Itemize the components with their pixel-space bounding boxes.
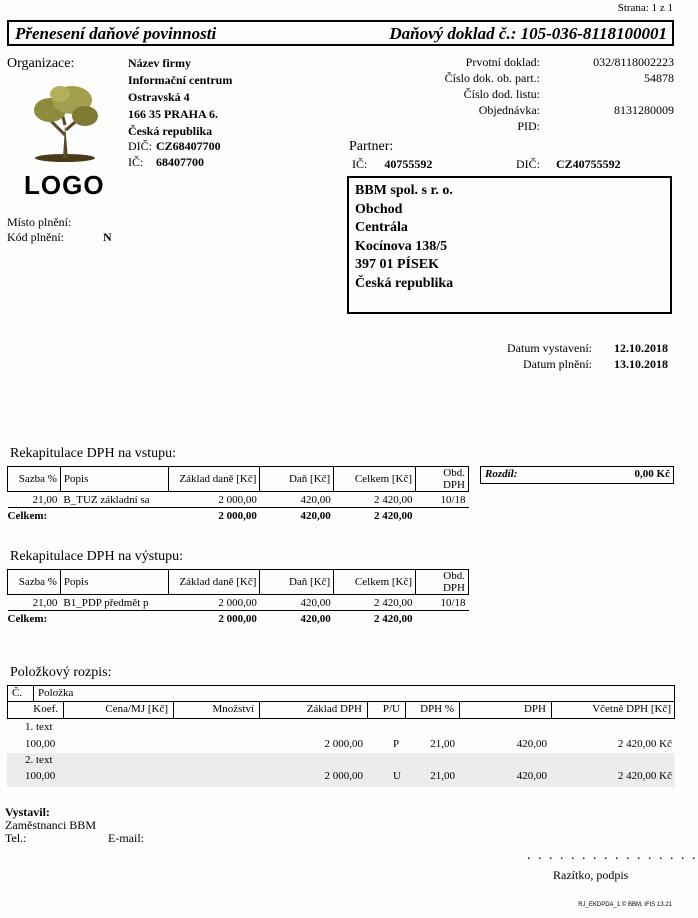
partner-ic-label: IČ: — [352, 157, 368, 171]
table-row — [8, 595, 469, 611]
docinfo-value: 54878 — [644, 71, 674, 85]
email-label: E-mail: — [108, 831, 144, 845]
difference-label: Rozdíl: — [485, 468, 518, 480]
partner-dic-value: CZ40755592 — [556, 157, 621, 171]
col-zaklad: Základ daně [Kč] — [168, 570, 260, 595]
col-obd: Obd. DPH — [416, 467, 469, 492]
page-number: Strana: 1 z 1 — [617, 2, 673, 14]
total-cell: 2 000,00 — [168, 611, 260, 627]
stamp-signature-label: Razítko, podpis — [553, 868, 629, 882]
col-dph: DPH — [523, 703, 546, 715]
cell: 10/18 — [440, 596, 466, 609]
partner-line: Česká republika — [355, 275, 454, 291]
document-title-bar — [7, 20, 674, 46]
cell: 2 420,00 — [374, 596, 413, 609]
rekap-output-title: Rekapitulace DPH na výstupu: — [10, 549, 184, 564]
col-celkem: Celkem [Kč] — [334, 570, 416, 595]
tree-logo-icon — [30, 80, 100, 165]
partner-line: Kocínova 138/5 — [355, 238, 448, 254]
rekap-input-table — [7, 466, 469, 524]
col-popis: Popis — [60, 570, 168, 595]
difference-box — [480, 466, 674, 484]
col-obd: Obd. DPH — [416, 570, 469, 595]
partner-ic-value: 40755592 — [384, 157, 433, 171]
form-code: RJ_EKDPDA_1 © BBM, IFIS 13.21 — [578, 902, 672, 908]
col-vcetne: Včetně DPH [Kč] — [592, 703, 671, 715]
docinfo-value — [540, 86, 674, 102]
rekap-output-table — [7, 569, 469, 627]
org-dic-value: CZ68407700 — [156, 139, 221, 153]
docinfo-label: Číslo dod. listu: — [463, 87, 540, 101]
total-cell: 420,00 — [260, 611, 334, 627]
item-row — [7, 719, 675, 753]
item-dph: 420,00 — [516, 770, 547, 782]
date-issued-value: 12.10.2018 — [614, 341, 668, 355]
col-item: Položka — [38, 687, 74, 699]
item-dph-pct: 21,00 — [430, 738, 455, 750]
org-ic-label: IČ: — [128, 155, 144, 169]
dates — [440, 340, 668, 372]
issuer-block — [5, 805, 144, 845]
rekap-input-title: Rekapitulace DPH na vstupu: — [10, 446, 177, 461]
col-sazba: Sazba % — [8, 467, 61, 492]
item-zaklad: 2 000,00 — [324, 770, 363, 782]
col-mnozstvi: Množství — [212, 703, 254, 715]
org-dic-label: DIČ: — [128, 139, 152, 153]
item-row — [7, 753, 675, 787]
date-supply-label: Datum plnění: — [523, 357, 592, 371]
total-cell: 2 420,00 — [334, 611, 416, 627]
partner-ids — [352, 157, 674, 172]
issuer-name: Zaměstnanci BBM — [5, 818, 96, 832]
date-issued-label: Datum vystavení: — [507, 341, 592, 355]
partner-line: BBM spol. s r. o. — [355, 183, 453, 198]
misto-label: Místo plnění: — [7, 215, 72, 229]
docinfo-label: Prvotní doklad: — [465, 55, 540, 69]
organization-ids — [128, 138, 221, 170]
col-number: Č. — [8, 686, 34, 701]
item-pu: U — [393, 770, 401, 782]
col-sazba: Sazba % — [8, 570, 61, 595]
col-zaklad-dph: Základ DPH — [306, 703, 362, 715]
issuer-label: Vystavil: — [5, 805, 50, 819]
total-row — [8, 508, 469, 524]
col-dan: Daň [Kč] — [260, 467, 334, 492]
item-koef: 100,00 — [25, 770, 56, 782]
docinfo-value: 8131280009 — [614, 103, 674, 117]
cell: 420,00 — [300, 596, 331, 609]
org-line: 166 35 PRAHA 6. — [128, 107, 218, 121]
item-dph-pct: 21,00 — [430, 770, 455, 782]
cell: B1_PDP předmět p — [63, 596, 149, 609]
partner-line: Centrála — [355, 220, 408, 235]
partner-address-box — [347, 176, 672, 314]
org-line: Název firmy — [128, 56, 191, 70]
partner-label: Partner: — [349, 139, 394, 154]
total-row — [8, 611, 469, 627]
cell: 420,00 — [300, 493, 331, 506]
org-line: Ostravská 4 — [128, 90, 190, 104]
items-header-1 — [7, 685, 675, 702]
item-zaklad: 2 000,00 — [324, 738, 363, 750]
difference-value: 0,00 Kč — [634, 468, 670, 480]
organization-label: Organizace: — [7, 56, 75, 71]
docinfo-label: Číslo dok. ob. part.: — [444, 71, 540, 85]
item-vcetne: 2 420,00 Kč — [617, 770, 672, 782]
cell: 21,00 — [32, 493, 58, 506]
item-dph: 420,00 — [516, 738, 547, 750]
org-line: Česká republika — [128, 124, 213, 138]
total-cell: 420,00 — [260, 508, 334, 524]
items-title: Položkový rozpis: — [10, 665, 112, 680]
document-number-title: Daňový doklad č.: 105-036-8118100001 — [389, 24, 667, 43]
cell: 2 000,00 — [218, 596, 257, 609]
total-label: Celkem: — [8, 611, 169, 627]
document-type-title: Přenesení daňové povinnosti — [15, 24, 217, 43]
items-header-2 — [7, 702, 675, 719]
col-pu: P/U — [382, 703, 400, 715]
total-cell: 2 420,00 — [334, 508, 416, 524]
document-info — [412, 54, 674, 134]
col-dph-pct: DPH % — [420, 703, 454, 715]
item-vcetne: 2 420,00 Kč — [617, 738, 672, 750]
cell: B_TUZ základní sa — [63, 493, 150, 506]
kod-value: N — [103, 230, 112, 244]
col-koef: Koef. — [33, 703, 58, 715]
docinfo-label: PID: — [517, 119, 540, 133]
table-row — [8, 492, 469, 508]
org-line: Informační centrum — [128, 73, 233, 87]
date-supply-value: 13.10.2018 — [614, 357, 668, 371]
org-ic-value: 68407700 — [156, 155, 204, 169]
tel-label: Tel.: — [5, 831, 27, 845]
col-dan: Daň [Kč] — [260, 570, 334, 595]
docinfo-value — [540, 118, 674, 134]
logo-text: LOGO — [24, 170, 105, 200]
cell: 2 000,00 — [218, 493, 257, 506]
item-name: 1. text — [25, 721, 53, 733]
docinfo-label: Objednávka: — [478, 103, 540, 117]
col-zaklad: Základ daně [Kč] — [168, 467, 260, 492]
col-celkem: Celkem [Kč] — [334, 467, 416, 492]
place-of-supply — [7, 215, 112, 245]
organization-address — [128, 55, 232, 140]
cell: 2 420,00 — [374, 493, 413, 506]
item-pu: P — [393, 738, 400, 750]
signature-line: . . . . . . . . . . . . . . . . — [527, 848, 698, 863]
partner-line: Obchod — [355, 201, 403, 217]
cell: 10/18 — [440, 493, 466, 506]
docinfo-value: 032/8118002223 — [593, 55, 674, 69]
total-cell: 2 000,00 — [168, 508, 260, 524]
total-label: Celkem: — [8, 508, 169, 524]
item-name: 2. text — [25, 754, 53, 766]
col-popis: Popis — [60, 467, 168, 492]
col-cena: Cena/MJ [Kč] — [105, 703, 168, 715]
cell: 21,00 — [32, 596, 58, 609]
kod-label: Kód plnění: — [7, 230, 64, 244]
partner-line: 397 01 PÍSEK — [355, 257, 440, 272]
partner-dic-label: DIČ: — [516, 157, 540, 171]
item-koef: 100,00 — [25, 738, 56, 750]
